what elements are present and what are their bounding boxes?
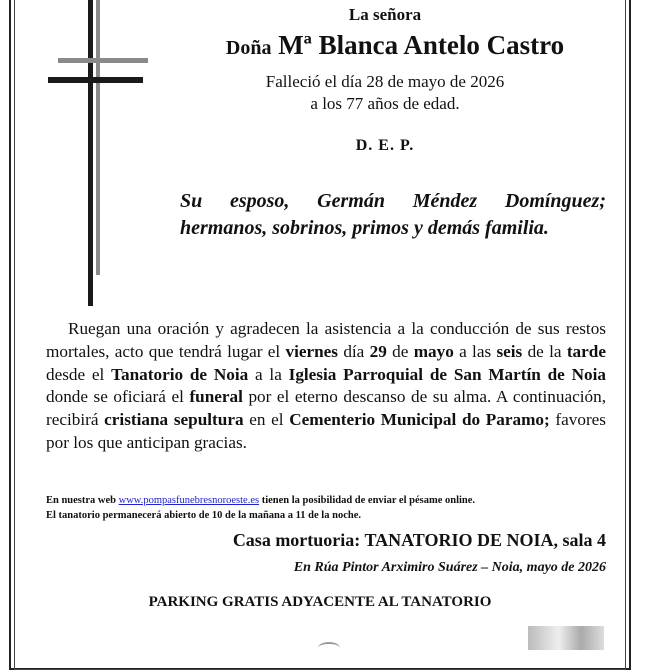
- title-senora: La señora: [348, 5, 422, 24]
- photo-thumbnail: [528, 626, 604, 650]
- main-paragraph: Ruegan una oración y agradecen la asistencia a la conducción de sus restos mortales, acto que tendrá lugar el viernes día 29 de mayo a las seis de la tarde desde el Tanatorio de Noia a la Iglesia Parroquial de San Martín de Noia donde se oficiará el funeral por el eterno descanso de su alma. A continuación, recibirá cristiana sepultura en el Cementerio Municipal do Paramo; favores por los que anticipan gracias.: [46, 319, 607, 452]
- family-text: Su esposo, Germán Méndez Domínguez; hermanos, sobrinos, primos y demás familia.: [180, 190, 606, 239]
- casa-mortuoria: Casa mortuoria: TANATORIO DE NOIA, sala 4: [232, 530, 606, 550]
- place-date: En Rúa Pintor Arximiro Suárez – Noia, mayo de 2026: [293, 560, 606, 575]
- parking-note: PARKING GRATIS ADYACENTE AL TANATORIO: [148, 594, 492, 610]
- cross-icon: [48, 0, 148, 310]
- death-date: Falleció el día 28 de mayo de 2026: [265, 72, 505, 91]
- age: a los 77 años de edad.: [310, 94, 460, 113]
- opening-hours: El tanatorio permanecerá abierto de 10 de la mañana a 11 de la noche.: [46, 510, 361, 521]
- deceased-name: [168, 30, 622, 61]
- dep-label: D. E. P.: [355, 137, 415, 154]
- website-link[interactable]: www.pompasfunebresnoroeste.es: [118, 495, 260, 506]
- ornament-icon: [318, 642, 340, 654]
- name-text: Mª Blanca Antelo Castro: [278, 30, 565, 60]
- web-note: En nuestra web www.pompasfunebresnoroeste.es tienen la posibilidad de enviar el pésame online. El tanatorio permanecerá abierto de 10 de la mañana a 11 de la noche.: [46, 495, 476, 521]
- name-prefix: Doña: [225, 37, 272, 59]
